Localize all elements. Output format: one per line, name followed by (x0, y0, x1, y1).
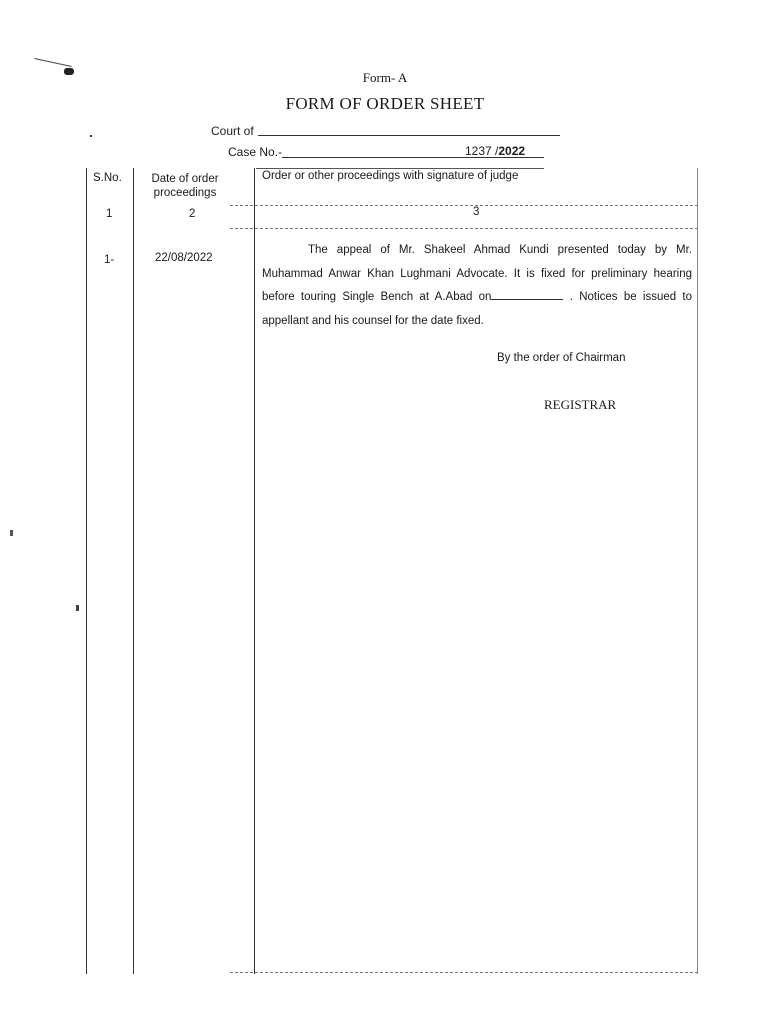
column-number-2: 2 (189, 208, 196, 220)
scan-mark-top (34, 58, 71, 67)
court-field-line (258, 135, 560, 136)
header-top-line (256, 168, 544, 169)
row-sno: 1- (104, 254, 115, 266)
case-number (465, 144, 525, 158)
form-label: Form- A (362, 70, 408, 85)
case-label: Case No.- (228, 145, 283, 159)
column-number-1: 1 (106, 208, 113, 220)
case-year: 2022 (498, 144, 526, 158)
by-order-line: By the order of Chairman (497, 352, 626, 364)
order-text-part1: The appeal of Mr. Shakeel Ahmad Kundi presented today by Mr. Muhammad Anwar Khan Lughmani Advocate. It is fixed for preliminary hearing before touring Single Bench at A.Abad on (262, 244, 692, 303)
court-label: Court of (211, 124, 254, 138)
scan-dot (90, 135, 92, 137)
column-header-sno: S.No. (93, 172, 122, 184)
table-right-border (697, 168, 698, 974)
header-divider (230, 205, 698, 206)
scan-dot (10, 530, 13, 536)
number-row-divider (230, 228, 698, 229)
column-header-order: Order or other proceedings with signature of judge (262, 170, 519, 182)
table-bottom-line (230, 972, 698, 973)
column-number-3: 3 (473, 206, 480, 218)
scan-dot (76, 605, 79, 611)
order-text (262, 239, 692, 333)
order-text-part2: . Notices be issued to appellant and his counsel for the date fixed. (262, 291, 692, 327)
date-blank-line (491, 289, 563, 300)
column-header-date: Date of order proceedings (151, 173, 219, 199)
registrar-signature: REGISTRAR (544, 397, 617, 412)
table-left-border (86, 168, 87, 974)
column-divider-2 (254, 168, 255, 974)
column-divider-1 (133, 168, 134, 974)
row-date: 22/08/2022 (155, 252, 213, 264)
case-number-value: 1237 / (465, 144, 499, 158)
page-title: FORM OF ORDER SHEET (285, 94, 485, 113)
